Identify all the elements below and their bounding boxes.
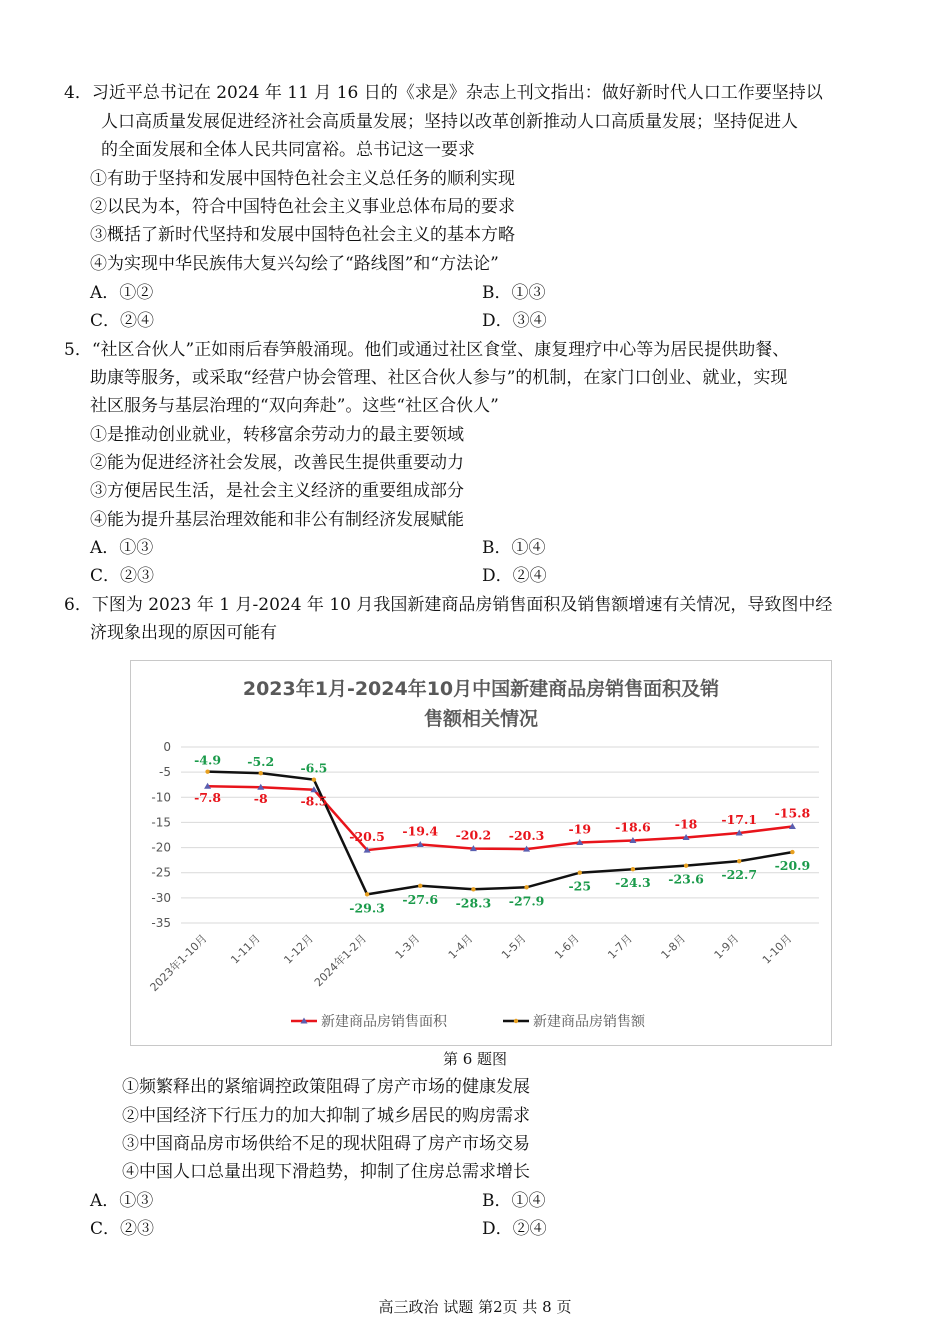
data-label: -18 (674, 816, 698, 832)
q5-option-a[interactable]: A．①③ (90, 538, 154, 558)
x-tick-label: 1-6月 (552, 931, 582, 962)
q6-item-4: ④中国人口总量出现下滑趋势，抑制了住房总需求增长 (122, 1162, 530, 1182)
q5-item-1: ①是推动创业就业，转移富余劳动力的最主要领域 (90, 425, 464, 445)
x-tick-label: 1-4月 (445, 931, 476, 962)
data-label: -23.6 (668, 871, 704, 887)
q4-option-a[interactable]: A．①② (90, 283, 154, 303)
y-tick-label: -25 (151, 865, 171, 880)
y-tick-label: -10 (151, 790, 171, 805)
page-footer: 高三政治 试题 第2页 共 8 页 (378, 1298, 572, 1316)
series-2-point (418, 884, 422, 888)
q4-item-1: ①有助于坚持和发展中国特色社会主义总任务的顺利实现 (90, 169, 515, 189)
q4-stem-line-3: 的全面发展和全体人民共同富裕。总书记这一要求 (101, 140, 475, 160)
q6-item-1: ①频繁释出的紧缩调控政策阻碍了房产市场的健康发展 (122, 1077, 530, 1097)
q4-stem-line-2: 人口高质量发展促进经济社会高质量发展；坚持以改革创新推动人口高质量发展；坚持促进人 (101, 112, 798, 132)
figure-caption: 第 6 题图 (442, 1050, 508, 1068)
y-tick-label: 0 (163, 740, 171, 754)
q4-option-d[interactable]: D．③④ (482, 311, 547, 331)
q6-option-a[interactable]: A．①③ (90, 1191, 154, 1211)
data-label: -5.2 (247, 754, 275, 770)
q4-option-c[interactable]: C．②④ (90, 311, 155, 331)
q4-item-3: ③概括了新时代坚持和发展中国特色社会主义的基本方略 (90, 225, 515, 245)
series-2-point (259, 771, 263, 775)
data-label: -29.3 (349, 900, 385, 916)
legend-marker-2 (514, 1019, 518, 1023)
data-label: -20.3 (508, 828, 545, 844)
q5-item-3: ③方便居民生活，是社会主义经济的重要组成部分 (90, 481, 464, 501)
y-tick-label: -5 (159, 765, 171, 780)
chart-svg (131, 661, 831, 1045)
chart-title-line-2: 售额相关情况 (423, 708, 539, 730)
data-label: -27.6 (402, 891, 439, 907)
q6-item-2: ②中国经济下行压力的加大抑制了城乡居民的购房需求 (122, 1106, 530, 1126)
q5-stem-line-2: 助康等服务，或采取“经营户协会管理、社区合伙人参与”的机制，在家门口创业、就业，实现 (90, 368, 788, 388)
data-label: -7.8 (194, 790, 222, 806)
x-tick-label: 1-8月 (658, 931, 689, 962)
legend-label-1: 新建商品房销售面积 (321, 1014, 447, 1030)
q4-option-b[interactable]: B．①③ (482, 283, 546, 303)
y-tick-label: -35 (151, 916, 171, 930)
data-label: -25 (568, 878, 592, 894)
x-tick-label: 1-10月 (759, 931, 795, 967)
q6-item-3: ③中国商品房市场供给不足的现状阻碍了房产市场交易 (122, 1134, 530, 1154)
q6-option-d[interactable]: D．②④ (482, 1219, 547, 1239)
q6-option-c[interactable]: C．②③ (90, 1219, 155, 1239)
x-tick-label: 1-5月 (499, 931, 529, 962)
series-line-1 (208, 786, 793, 850)
x-tick-label: 1-12月 (281, 931, 317, 967)
chart-title-line-1: 2023年1月-2024年10月中国新建商品房销售面积及销 (242, 678, 720, 700)
data-label: -28.3 (455, 895, 492, 911)
q5-stem-line-3: 社区服务与基层治理的“双向奔赴”。这些“社区合伙人” (90, 396, 499, 416)
q4-item-4: ④为实现中华民族伟大复兴勾绘了“路线图”和“方法论” (90, 254, 499, 274)
data-label: -18.6 (615, 819, 651, 835)
data-label: -15.8 (774, 805, 811, 821)
data-label: -8.5 (300, 793, 328, 809)
series-2-point (365, 892, 369, 896)
x-tick-label: 1-9月 (711, 931, 742, 962)
data-label: -17.1 (721, 811, 758, 827)
data-label: -19.4 (402, 823, 439, 839)
q6-stem-line-2: 济现象出现的原因可能有 (90, 623, 277, 643)
q5-item-2: ②能为促进经济社会发展，改善民生提供重要动力 (90, 453, 464, 473)
x-tick-label: 1-11月 (228, 931, 263, 967)
series-2-point (205, 769, 209, 773)
series-2-point (578, 871, 582, 875)
data-label: -24.3 (615, 875, 651, 891)
data-label: -19 (568, 821, 592, 837)
x-tick-label: 2023年1-10月 (147, 931, 210, 995)
data-label: -8 (253, 791, 268, 807)
q5-option-b[interactable]: B．①④ (482, 538, 546, 558)
data-label: -20.5 (349, 829, 385, 845)
data-label: -22.7 (721, 867, 758, 883)
q5-stem-line-1: 5．“社区合伙人”正如雨后春笋般涌现。他们或通过社区食堂、康复理疗中心等为居民提供助餐、 (64, 340, 790, 360)
x-tick-label: 1-7月 (605, 931, 636, 962)
data-label: -4.9 (194, 752, 222, 768)
series-2-point (737, 859, 741, 863)
y-tick-label: -20 (151, 840, 171, 855)
q6-option-b[interactable]: B．①④ (482, 1191, 546, 1211)
q6-stem-line-1: 6．下图为 2023 年 1 月-2024 年 10 月我国新建商品房销售面积及销售额增速有关情况，导致图中经 (64, 595, 833, 615)
q5-item-4: ④能为提升基层治理效能和非公有制经济发展赋能 (90, 510, 464, 530)
series-2-point (684, 863, 688, 867)
q5-option-c[interactable]: C．②③ (90, 566, 155, 586)
y-tick-label: -30 (151, 890, 171, 905)
x-tick-label: 2024年1-2月 (311, 931, 370, 990)
sales-chart (130, 660, 832, 1046)
series-2-point (631, 867, 635, 871)
y-tick-label: -15 (151, 815, 171, 830)
series-2-point (312, 777, 316, 781)
data-label: -6.5 (300, 760, 328, 776)
q5-option-d[interactable]: D．②④ (482, 566, 547, 586)
data-label: -27.9 (508, 893, 545, 909)
data-label: -20.9 (774, 858, 811, 874)
q4-stem-line-1: 4．习近平总书记在 2024 年 11 月 16 日的《求是》杂志上刊文指出：做好新时代人口工作要坚持以 (64, 83, 823, 103)
series-2-point (790, 850, 794, 854)
series-2-point (471, 887, 475, 891)
legend-label-2: 新建商品房销售额 (533, 1014, 645, 1030)
q4-item-2: ②以民为本，符合中国特色社会主义事业总体布局的要求 (90, 197, 515, 217)
x-tick-label: 1-3月 (392, 931, 423, 962)
series-2-point (524, 885, 528, 889)
data-label: -20.2 (455, 827, 492, 843)
